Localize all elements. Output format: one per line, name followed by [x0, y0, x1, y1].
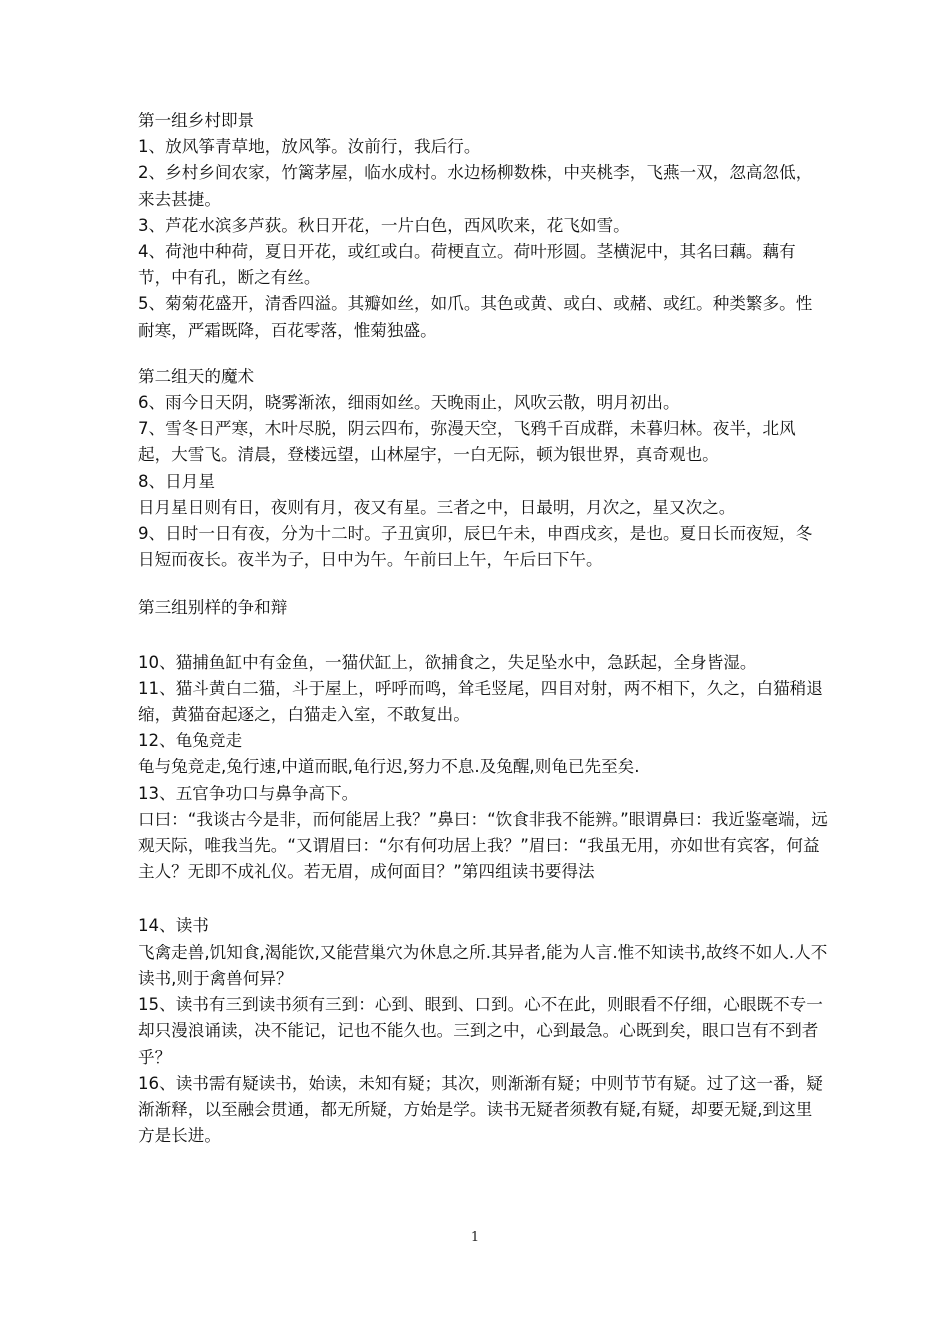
paragraph: 2、乡村乡间农家，竹篱茅屋，临水成村。水边杨柳数株，中夹桃李，飞燕一双，忽高忽低，来去甚捷。 [138, 163, 813, 209]
section-spacer [138, 885, 828, 913]
paragraph: 15、读书有三到读书须有三到：心到、眼到、口到。心不在此，则眼看不仔细，心眼既不专一却只漫浪诵读，决不能记，记也不能久也。三到之中，心到最急。心既到矣，眼口岂有不到者乎？ [138, 995, 823, 1067]
section-title-group2: 第二组天的魔术 [138, 366, 255, 386]
paragraph: 飞禽走兽,饥知食,渴能饮,又能营巢穴为休息之所.其异者,能为人言.惟不知读书,故终不如人.人不读书,则于禽兽何异？ [138, 942, 828, 988]
paragraph: 3、芦花水滨多芦荻。秋日开花，一片白色，西风吹来，花飞如雪。 [138, 215, 630, 235]
section-title-group3: 第三组别样的争和辩 [138, 598, 288, 618]
paragraph: 16、读书需有疑读书，始读，未知有疑；其次，则渐渐有疑；中则节节有疑。过了这一番，疑渐渐释，以至融会贯通，都无所疑，方始是学。读书无疑者须教有疑,有疑，却要无疑,到这里方是长进。 [138, 1073, 823, 1146]
paragraph: 11、猫斗黄白二猫，斗于屋上，呼呼而鸣，耸毛竖尾，四目对射，两不相下，久之，白猫稍退缩，黄猫奋起逐之，白猫走入室，不敢复出。 [138, 678, 823, 725]
section-spacer [138, 573, 828, 595]
paragraph: 6、雨今日天阴，晓雾渐浓，细雨如丝。天晚雨止，风吹云散，明月初出。 [138, 393, 680, 413]
paragraph: 8、日月星 [138, 471, 215, 491]
document-body [138, 108, 828, 1149]
section-spacer [138, 344, 828, 364]
paragraph: 7、雪冬日严寒，木叶尽脱，阴云四布，弥漫天空，飞鸦千百成群，未暮归林。夜半，北风起，大雪飞。清晨，登楼远望，山林屋宇，一白无际，顿为银世界，真奇观也。 [138, 419, 796, 465]
paragraph: 5、菊菊花盛开，清香四溢。其瓣如丝，如爪。其色或黄、或白、或赭、或红。种类繁多。性耐寒，严霜既降，百花零落，惟菊独盛。 [138, 294, 813, 340]
paragraph: 4、荷池中种荷，夏日开花，或红或白。荷梗直立。荷叶形圆。茎横泥中，其名曰藕。藕有节，中有孔，断之有丝。 [138, 242, 796, 288]
paragraph: 龟与兔竞走,兔行速,中道而眠,龟行迟,努力不息.及兔醒,则龟已先至矣. [138, 757, 640, 777]
paragraph: 1、放风筝青草地，放风筝。汝前行，我后行。 [138, 137, 481, 157]
paragraph: 口曰：“我谈古今是非，而何能居上我？”鼻曰：“饮食非我不能辨。”眼谓鼻曰：我近鉴毫端，远观天际，唯我当先。“又谓眉曰：“尔有何功居上我？”眉曰：“我虽无用，亦如世有宾客，何益主人？无即不成礼仪。若无眉，成何面目？”第四组读书要得法 [138, 809, 828, 882]
section-title-group1: 第一组乡村即景 [138, 111, 255, 130]
paragraph: 10、猫捕鱼缸中有金鱼，一猫伏缸上，欲捕食之，失足坠水中，急跃起，全身皆湿。 [138, 652, 757, 672]
page-number: 1 [470, 1230, 480, 1245]
paragraph: 13、五官争功口与鼻争高下。 [138, 783, 359, 803]
paragraph: 9、日时一日有夜，分为十二时。子丑寅卯，辰巳午未，申酉戌亥，是也。夏日长而夜短，冬日短而夜长。夜半为子，日中为午。午前曰上午，午后曰下午。 [138, 524, 813, 570]
paragraph: 日月星日则有日，夜则有月，夜又有星。三者之中，日最明，月次之，星又次之。 [138, 497, 736, 517]
paragraph: 14、读书 [138, 916, 209, 936]
section-spacer [138, 622, 828, 650]
paragraph: 12、龟兔竞走 [138, 731, 243, 751]
